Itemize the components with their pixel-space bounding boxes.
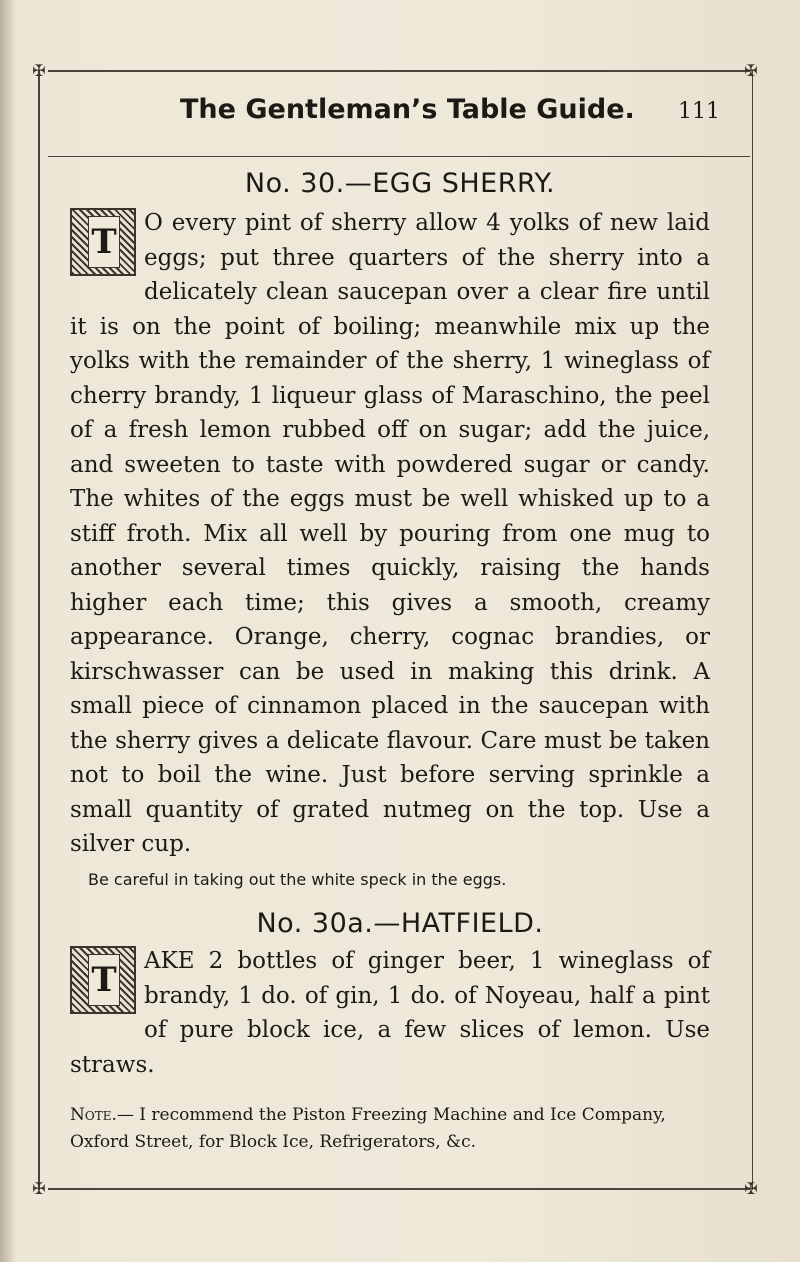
corner-ornament-icon: ✠ [32, 60, 46, 80]
book-title: The Gentleman’s Table Guide. [180, 94, 635, 125]
dropcap-ornament [70, 946, 136, 1014]
recipe-text: AKE 2 bottles of ginger beer, 1 wineglass of brandy, 1 do. of gin, 1 do. of Noyeau, half a pint of pure block ice, a few slices of lemon. Use straws. [70, 948, 710, 1078]
dropcap-letter: T [88, 216, 120, 268]
recipe-text: O every pint of sherry allow 4 yolks of new laid eggs; put three quarters of the sherry into a delicately clean saucepan over a clear fire until it is on the point of boiling; meanwhile mix up the yolks with the remainder of the sherry, 1 wineglass of cherry brandy, 1 liqueur glass of Maraschino, the peel of a fresh lemon rubbed off on sugar; add the juice, and sweeten to taste with powdered sugar or candy. The whites of the eggs must be well whisked up to a stiff froth. Mix all well by pouring from one mug to another several times quickly, raising the hands higher each time; this gives a smooth, creamy appearance. Orange, cherry, cognac brandies, or kirschwasser can be used in making this drink. A small piece of cinnamon placed in the saucepan with the sherry gives a delicate flavour. Care must be taken not to boil the wine. Just before serving sprinkle a small quantity of grated nutmeg on the top. Use a silver cup. [70, 210, 710, 857]
corner-ornament-icon: ✠ [744, 1178, 758, 1198]
left-border-rule [38, 70, 40, 1190]
dropcap-ornament [70, 208, 136, 276]
top-border-rule [48, 70, 750, 72]
recipe-body [70, 944, 710, 1082]
header-divider-rule [48, 156, 750, 157]
publisher-note [70, 1102, 720, 1156]
note-label: Note.— [70, 1105, 134, 1125]
running-header [180, 94, 720, 125]
note-text: I recommend the Piston Freezing Machine and Ice Company, Oxford Street, for Block Ice, Refrigerators, &c. [70, 1105, 666, 1152]
right-border-rule [752, 70, 753, 1190]
page-number: 111 [678, 99, 720, 124]
recipe-footnote: Be careful in taking out the white speck in the eggs. [88, 870, 507, 889]
recipe-body [70, 206, 710, 862]
corner-ornament-icon: ✠ [744, 60, 758, 80]
recipe-heading: No. 30a.—HATFIELD. [256, 908, 544, 939]
recipe-heading: No. 30.—EGG SHERRY. [244, 168, 556, 199]
dropcap-letter: T [88, 954, 120, 1006]
corner-ornament-icon: ✠ [32, 1178, 46, 1198]
bottom-border-rule [48, 1188, 750, 1190]
